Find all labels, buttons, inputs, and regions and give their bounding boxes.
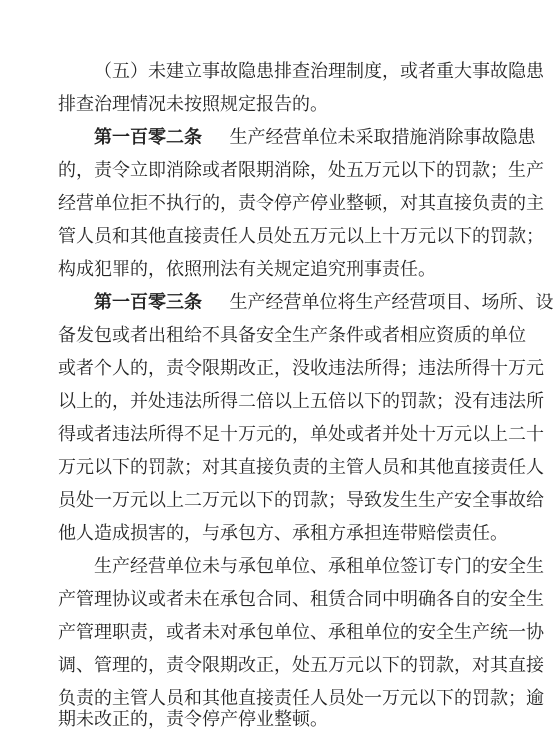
article-102-line-1 bbox=[94, 124, 536, 152]
article-103-line-8: 他人造成损害的，与承包方、承租方承担连带赔偿责任。 bbox=[58, 523, 508, 544]
article-103-line-7: 员处一万元以上二万元以下的罚款；导致发生生产安全事故给 bbox=[58, 490, 544, 511]
paragraph-4-line-2: 产管理协议或者未在承包合同、租赁合同中明确各自的安全生 bbox=[58, 589, 544, 610]
article-102-text: 生产经营单位未采取措施消除事故隐患 bbox=[229, 127, 536, 148]
paragraph-4-line-5: 负责的主管人员和其他直接责任人员处一万元以下的罚款；逾 bbox=[58, 688, 544, 709]
article-102-heading: 第一百零二条 bbox=[94, 127, 202, 148]
article-102-line-5: 构成犯罪的，依照刑法有关规定追究刑事责任。 bbox=[58, 259, 436, 280]
paragraph-4-line-1: 生产经营单位未与承包单位、承租单位签订专门的安全生 bbox=[94, 556, 544, 577]
article-102-line-3: 经营单位拒不执行的，责令停产停业整顿，对其直接负责的主 bbox=[58, 193, 544, 214]
paragraph-4-line-6: 期未改正的，责令停产停业整顿。 bbox=[58, 709, 328, 730]
article-103-line-3: 或者个人的，责令限期改正，没收违法所得；违法所得十万元 bbox=[58, 358, 544, 379]
paragraph-1-line-1: （五）未建立事故隐患排查治理制度，或者重大事故隐患 bbox=[94, 61, 544, 82]
article-103-line-4: 以上的，并处违法所得二倍以上五倍以下的罚款；没有违法所 bbox=[58, 391, 544, 412]
article-103-line-2: 备发包或者出租给不具备安全生产条件或者相应资质的单位 bbox=[58, 325, 526, 346]
article-103-heading: 第一百零三条 bbox=[94, 292, 202, 313]
article-103-line-6: 万元以下的罚款；对其直接负责的主管人员和其他直接责任人 bbox=[58, 457, 544, 478]
paragraph-4-line-3: 产管理职责，或者未对承包单位、承租单位的安全生产统一协 bbox=[58, 622, 544, 643]
article-102-line-4: 管人员和其他直接责任人员处五万元以上十万元以下的罚款； bbox=[58, 226, 544, 247]
article-103-text: 生产经营单位将生产经营项目、场所、设 bbox=[229, 292, 554, 313]
paragraph-1-line-2: 排查治理情况未按照规定报告的。 bbox=[58, 94, 328, 115]
paragraph-4-line-4: 调、管理的，责令限期改正，处五万元以下的罚款，对其直接 bbox=[58, 655, 544, 676]
article-103-line-5: 得或者违法所得不足十万元的，单处或者并处十万元以上二十 bbox=[58, 424, 544, 445]
article-103-line-1 bbox=[94, 289, 554, 317]
article-102-line-2: 的，责令立即消除或者限期消除，处五万元以下的罚款；生产 bbox=[58, 160, 544, 181]
